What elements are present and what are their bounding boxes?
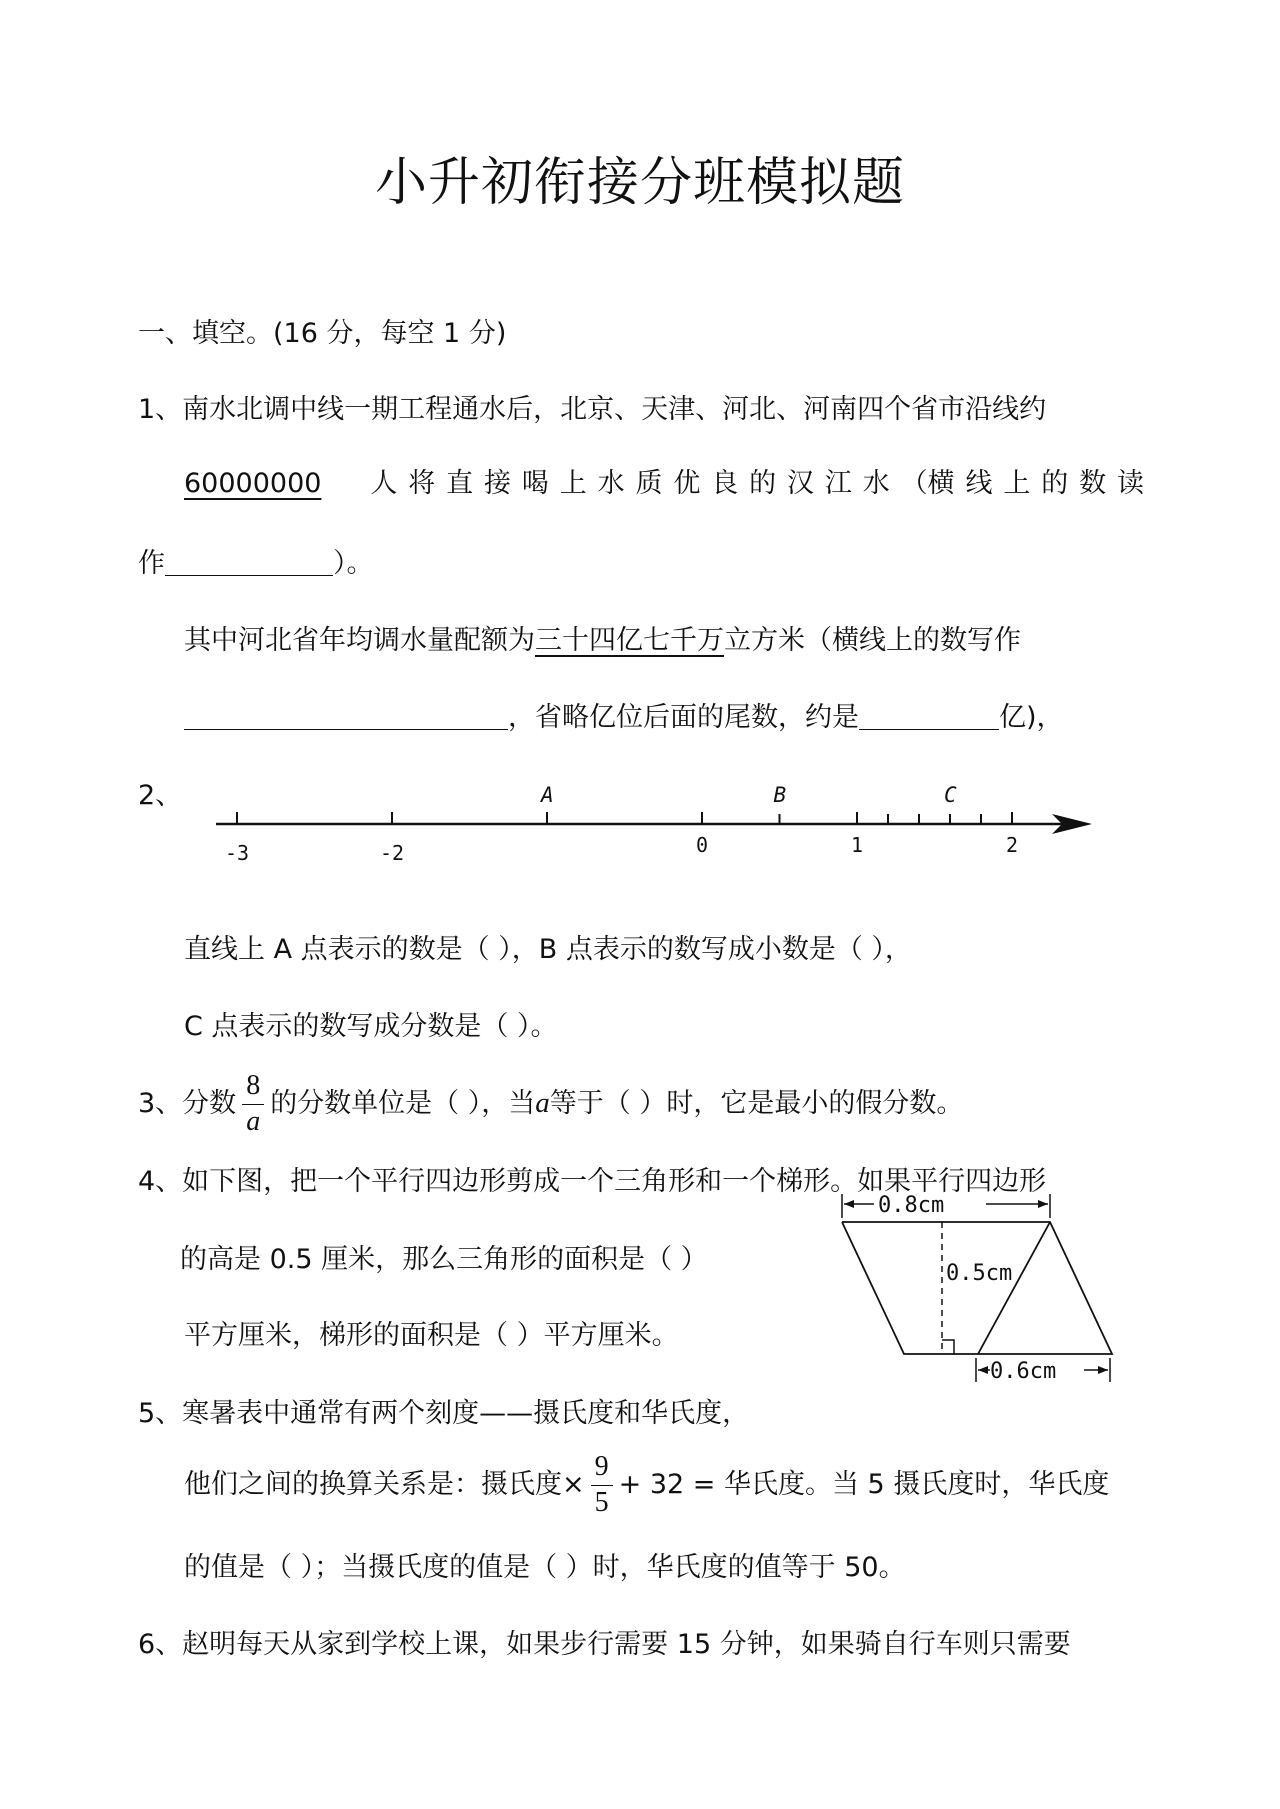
- q1-line2-word: 的: [1041, 468, 1069, 499]
- q1-line2-word: 优: [673, 468, 701, 499]
- q1-line2-word: （横: [900, 468, 955, 499]
- q3-prefix: 3、分数: [138, 1088, 237, 1119]
- number-line-tick-label: -3: [225, 841, 250, 865]
- q3-variable: a: [535, 1087, 550, 1119]
- q1-line2-word: 上: [559, 468, 587, 499]
- cut-line: [978, 1222, 1050, 1354]
- q1-line2-word: 将: [408, 468, 436, 499]
- q6-line1: 6、赵明每天从家到学校上课，如果步行需要 15 分钟，如果骑自行车则只需要: [138, 1629, 1071, 1660]
- q5-line2: [184, 1450, 1109, 1521]
- q1-line2-word: 上: [1003, 468, 1031, 499]
- q1-underlined-words: 三十四亿七千万: [535, 625, 724, 656]
- q3-suffix: 等于（ ）时，它是最小的假分数。: [549, 1088, 964, 1119]
- q1-line2-word: 人: [370, 468, 398, 499]
- q1-line2-word: 江: [824, 468, 852, 499]
- q2-number: 2、: [138, 780, 183, 811]
- fraction-numerator: 8: [246, 1069, 261, 1101]
- q1-line2-word: 喝: [521, 468, 549, 499]
- q5-line3: 的值是（ ）；当摄氏度的值是（ ）时，华氏度的值等于 50。: [184, 1552, 906, 1583]
- q5-line2-suffix: + 32 = 华氏度。当 5 摄氏度时，华氏度: [618, 1469, 1110, 1500]
- fraction-denominator: a: [246, 1105, 261, 1137]
- q1-line3-suffix: ）。: [333, 548, 374, 579]
- answer-blank[interactable]: [165, 545, 333, 576]
- fraction-numerator: 9: [594, 1450, 609, 1482]
- q1-line2-word: 接: [483, 468, 511, 499]
- q1-line2-word: 水: [597, 468, 625, 499]
- fraction-8-over-a: [240, 1070, 266, 1140]
- parallelogram-outline: [842, 1222, 1112, 1354]
- number-line-point-C: C: [944, 783, 957, 807]
- q1-line2-word: 水: [862, 468, 890, 499]
- q1-line5-end: 亿)，: [999, 702, 1064, 733]
- answer-blank[interactable]: [184, 699, 508, 730]
- number-line-tick-label: 1: [851, 833, 864, 857]
- bottom-dimension-label: 0.6cm: [990, 1359, 1057, 1384]
- number-line-tick-label: -2: [380, 841, 405, 865]
- q1-line2-word: 良: [711, 468, 739, 499]
- q1-underlined-number: 60000000: [184, 468, 322, 499]
- answer-blank[interactable]: [859, 699, 999, 730]
- parallelogram-figure: [830, 1190, 1120, 1390]
- q1-line2-word: 的: [749, 468, 777, 499]
- q3-line: [138, 1068, 963, 1140]
- q1-line2-word: 直: [446, 468, 474, 499]
- q1-line3: [138, 544, 374, 584]
- q1-line2-word: 质: [635, 468, 663, 499]
- height-dimension-label: 0.5cm: [946, 1261, 1013, 1286]
- q4-line3: 平方厘米，梯形的面积是（ ）平方厘米。: [184, 1320, 679, 1351]
- q5-line1: 5、寒暑表中通常有两个刻度——摄氏度和华氏度，: [138, 1398, 750, 1429]
- q2-line2: C 点表示的数写成分数是（ ）。: [184, 1011, 558, 1042]
- q1-line2: [184, 464, 1144, 504]
- q1-line5: [184, 698, 1064, 738]
- number-line-point-B: B: [773, 783, 787, 807]
- q1-line4: [184, 621, 1021, 661]
- q5-line2-prefix: 他们之间的换算关系是：摄氏度×: [184, 1469, 585, 1500]
- number-line-point-A: A: [541, 783, 554, 807]
- number-line-tick-label: 0: [696, 833, 709, 857]
- q1-line2-word: 线: [965, 468, 993, 499]
- top-dimension-label: 0.8cm: [878, 1193, 945, 1218]
- section-heading: 一、填空。(16 分，每空 1 分): [138, 318, 507, 349]
- q1-line4-prefix: 其中河北省年均调水量配额为: [184, 625, 535, 656]
- q1-line5-mid: ，省略亿位后面的尾数，约是: [508, 702, 859, 733]
- q1-line3-prefix: 作: [138, 548, 165, 579]
- page-title: 小升初衔接分班模拟题: [374, 153, 905, 213]
- q1-line2-word: 汉: [786, 468, 814, 499]
- q1-line2-word: 数: [1079, 468, 1107, 499]
- fraction-denominator: 5: [594, 1486, 609, 1518]
- fraction-9-over-5: [589, 1451, 615, 1521]
- number-line-figure: [200, 762, 1100, 872]
- q1-line1: 1、南水北调中线一期工程通水后，北京、天津、河北、河南四个省市沿线约: [138, 394, 1047, 425]
- q3-middle: 的分数单位是（ ），当: [270, 1088, 536, 1119]
- q4-line1: 4、如下图，把一个平行四边形剪成一个三角形和一个梯形。如果平行四边形: [138, 1166, 1047, 1197]
- number-line-tick-label: 2: [1006, 833, 1019, 857]
- q4-line2: 的高是 0.5 厘米，那么三角形的面积是（ ）: [180, 1244, 708, 1275]
- q2-line1: 直线上 A 点表示的数是（ ），B 点表示的数写成小数是（ ），: [184, 934, 912, 965]
- q1-line4-suffix: 立方米（横线上的数写作: [724, 625, 1021, 656]
- q1-line2-word: 读: [1116, 468, 1144, 499]
